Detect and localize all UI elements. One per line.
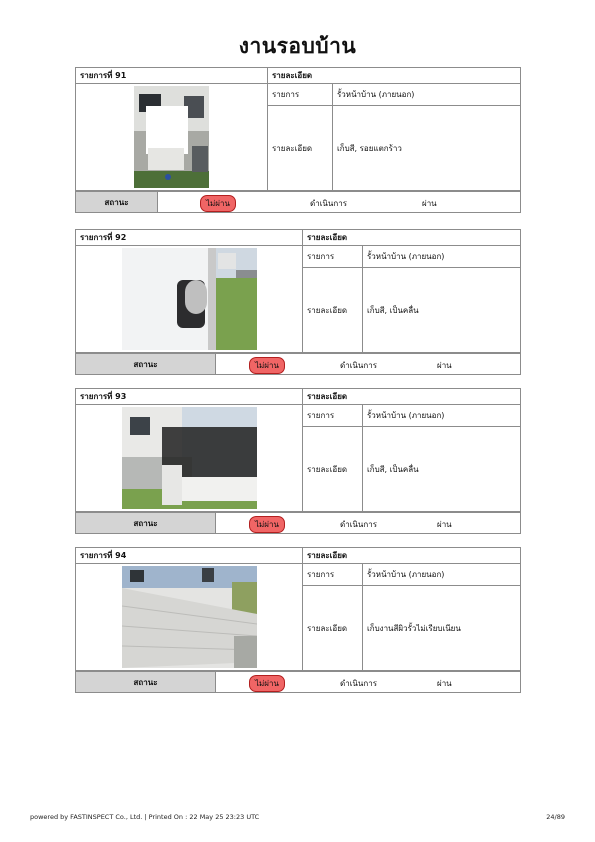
item-photo[interactable] bbox=[122, 566, 257, 668]
page-title: งานรอบบ้าน bbox=[238, 34, 357, 58]
item-photo[interactable] bbox=[134, 86, 209, 188]
item-photo-cell bbox=[76, 564, 303, 671]
inspection-item bbox=[75, 388, 520, 534]
inspection-item bbox=[75, 229, 520, 375]
status-fail-option[interactable]: ไม่ผ่าน bbox=[200, 195, 236, 212]
detail-header: รายละเอียด bbox=[303, 389, 521, 405]
item-photo-cell bbox=[76, 405, 303, 512]
item-title: รายการที่ 92 bbox=[76, 230, 303, 246]
status-options bbox=[216, 672, 521, 693]
item-photo[interactable] bbox=[122, 248, 257, 350]
status-pass-option[interactable]: ผ่าน bbox=[437, 520, 452, 529]
item-photo[interactable] bbox=[122, 407, 257, 509]
item-title: รายการที่ 94 bbox=[76, 548, 303, 564]
item-label: รายการ bbox=[303, 405, 363, 427]
status-label: สถานะ bbox=[76, 354, 216, 375]
detail-value: เก็บสี, เป็นคลื่น bbox=[363, 427, 521, 512]
status-label: สถานะ bbox=[76, 192, 158, 213]
item-value: รั้วหน้าบ้าน (ภายนอก) bbox=[333, 84, 521, 106]
inspection-item bbox=[75, 67, 520, 213]
footer-credit: powered by FASTINSPECT Co., Ltd. | Printed On : 22 May 25 23:23 UTC bbox=[30, 813, 260, 821]
detail-label: รายละเอียด bbox=[268, 106, 333, 191]
status-fail-option[interactable]: ไม่ผ่าน bbox=[249, 357, 285, 374]
item-label: รายการ bbox=[303, 246, 363, 268]
status-in-progress-option[interactable]: ดำเนินการ bbox=[340, 679, 377, 688]
detail-label: รายละเอียด bbox=[303, 268, 363, 353]
item-label: รายการ bbox=[303, 564, 363, 586]
status-in-progress-option[interactable]: ดำเนินการ bbox=[310, 199, 347, 208]
status-label: สถานะ bbox=[76, 672, 216, 693]
item-photo-cell bbox=[76, 84, 268, 191]
detail-value: เก็บสี, รอยแตกร้าว bbox=[333, 106, 521, 191]
status-label: สถานะ bbox=[76, 513, 216, 534]
status-fail-option[interactable]: ไม่ผ่าน bbox=[249, 675, 285, 692]
detail-value: เก็บสี, เป็นคลื่น bbox=[363, 268, 521, 353]
status-fail-option[interactable]: ไม่ผ่าน bbox=[249, 516, 285, 533]
detail-header: รายละเอียด bbox=[303, 230, 521, 246]
detail-label: รายละเอียด bbox=[303, 427, 363, 512]
item-photo-cell bbox=[76, 246, 303, 353]
status-pass-option[interactable]: ผ่าน bbox=[437, 361, 452, 370]
detail-header: รายละเอียด bbox=[268, 68, 521, 84]
status-options bbox=[158, 192, 521, 213]
status-pass-option[interactable]: ผ่าน bbox=[422, 199, 437, 208]
inspection-item bbox=[75, 547, 520, 693]
detail-label: รายละเอียด bbox=[303, 586, 363, 671]
page-number: 24/89 bbox=[546, 813, 565, 821]
item-label: รายการ bbox=[268, 84, 333, 106]
status-options bbox=[216, 354, 521, 375]
detail-value: เก็บงานสีผิวรั้วไม่เรียบเนียน bbox=[363, 586, 521, 671]
status-pass-option[interactable]: ผ่าน bbox=[437, 679, 452, 688]
item-value: รั้วหน้าบ้าน (ภายนอก) bbox=[363, 246, 521, 268]
item-title: รายการที่ 93 bbox=[76, 389, 303, 405]
detail-header: รายละเอียด bbox=[303, 548, 521, 564]
item-value: รั้วหน้าบ้าน (ภายนอก) bbox=[363, 405, 521, 427]
item-title: รายการที่ 91 bbox=[76, 68, 268, 84]
status-in-progress-option[interactable]: ดำเนินการ bbox=[340, 361, 377, 370]
status-options bbox=[216, 513, 521, 534]
item-value: รั้วหน้าบ้าน (ภายนอก) bbox=[363, 564, 521, 586]
status-in-progress-option[interactable]: ดำเนินการ bbox=[340, 520, 377, 529]
